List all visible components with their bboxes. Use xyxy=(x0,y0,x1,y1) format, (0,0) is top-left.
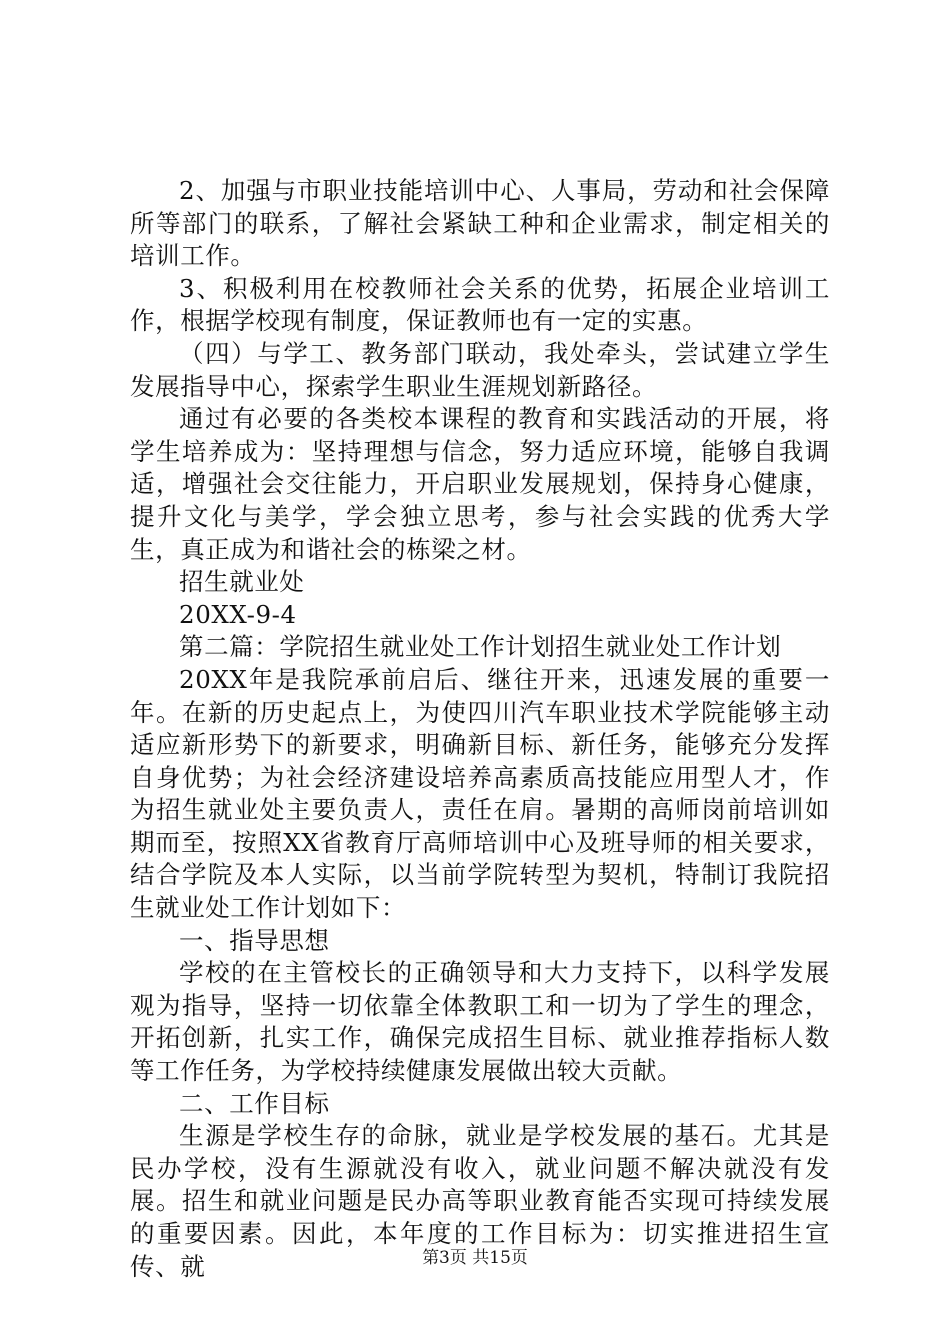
paragraph-guiding-ideology: 学校的在主管校长的正确领导和大力支持下，以科学发展观为指导，坚持一切依靠全体教职工和一切为了学生的理念，开拓创新，扎实工作，确保完成招生目标、就业推荐指标人数等工作任务，为学校持续健康发展做出较大贡献。 xyxy=(130,958,830,1086)
paragraph-work-goals: 生源是学校生存的命脉，就业是学校发展的基石。尤其是民办学校，没有生源就没有收入，就业问题不解决就没有发展。招生和就业问题是民办高等职业教育能否实现可持续发展的重要因素。因此，本年度的工作目标为：切实推进招生宣传、就 xyxy=(130,1121,830,1281)
heading-guiding-ideology: 一、指导思想 xyxy=(179,925,330,955)
paragraph-development-center: （四）与学工、教务部门联动，我处牵头，尝试建立学生发展指导中心，探索学生职业生涯规划新路径。 xyxy=(130,338,830,401)
paragraph-training-liaison: 2、加强与市职业技能培训中心、人事局，劳动和社会保障所等部门的联系，了解社会紧缺工种和企业需求，制定相关的培训工作。 xyxy=(130,176,830,271)
signature-date: 20XX-9-4 xyxy=(179,599,297,629)
page-footer xyxy=(0,1243,950,1268)
paragraph-introduction: 20XX年是我院承前启后、继往开来，迅速发展的重要一年。在新的历史起点上，为使四川汽车职业技术学院能够主动适应新形势下的新要求，明确新目标、新任务，能够充分发挥自身优势；为社会经济建设培养高素质高技能应用型人才，作为招生就业处主要负责人，责任在肩。暑期的高师岗前培训如期而至，按照XX省教育厅高师培训中心及班导师的相关要求，结合学院及本人实际，以当前学院转型为契机，特制订我院招生就业处工作计划如下： xyxy=(130,664,830,923)
paragraph-teacher-resources: 3、积极利用在校教师社会关系的优势，拓展企业培训工作，根据学校现有制度，保证教师也有一定的实惠。 xyxy=(130,273,830,336)
heading-work-goals: 二、工作目标 xyxy=(179,1088,330,1118)
paragraph-student-goals: 通过有必要的各类校本课程的教育和实践活动的开展，将学生培养成为：坚持理想与信念，努力适应环境，能够自我调适，增强社会交往能力，开启职业发展规划，保持身心健康，提升文化与美学，学会独立思考，参与社会实践的优秀大学生，真正成为和谐社会的栋梁之材。 xyxy=(130,404,830,564)
signature-department: 招生就业处 xyxy=(179,567,305,597)
section-title-second-part: 第二篇：学院招生就业处工作计划招生就业处工作计划 xyxy=(179,632,782,662)
page-number: 第3页 共15页 xyxy=(422,1248,528,1268)
document-body xyxy=(130,175,830,1283)
